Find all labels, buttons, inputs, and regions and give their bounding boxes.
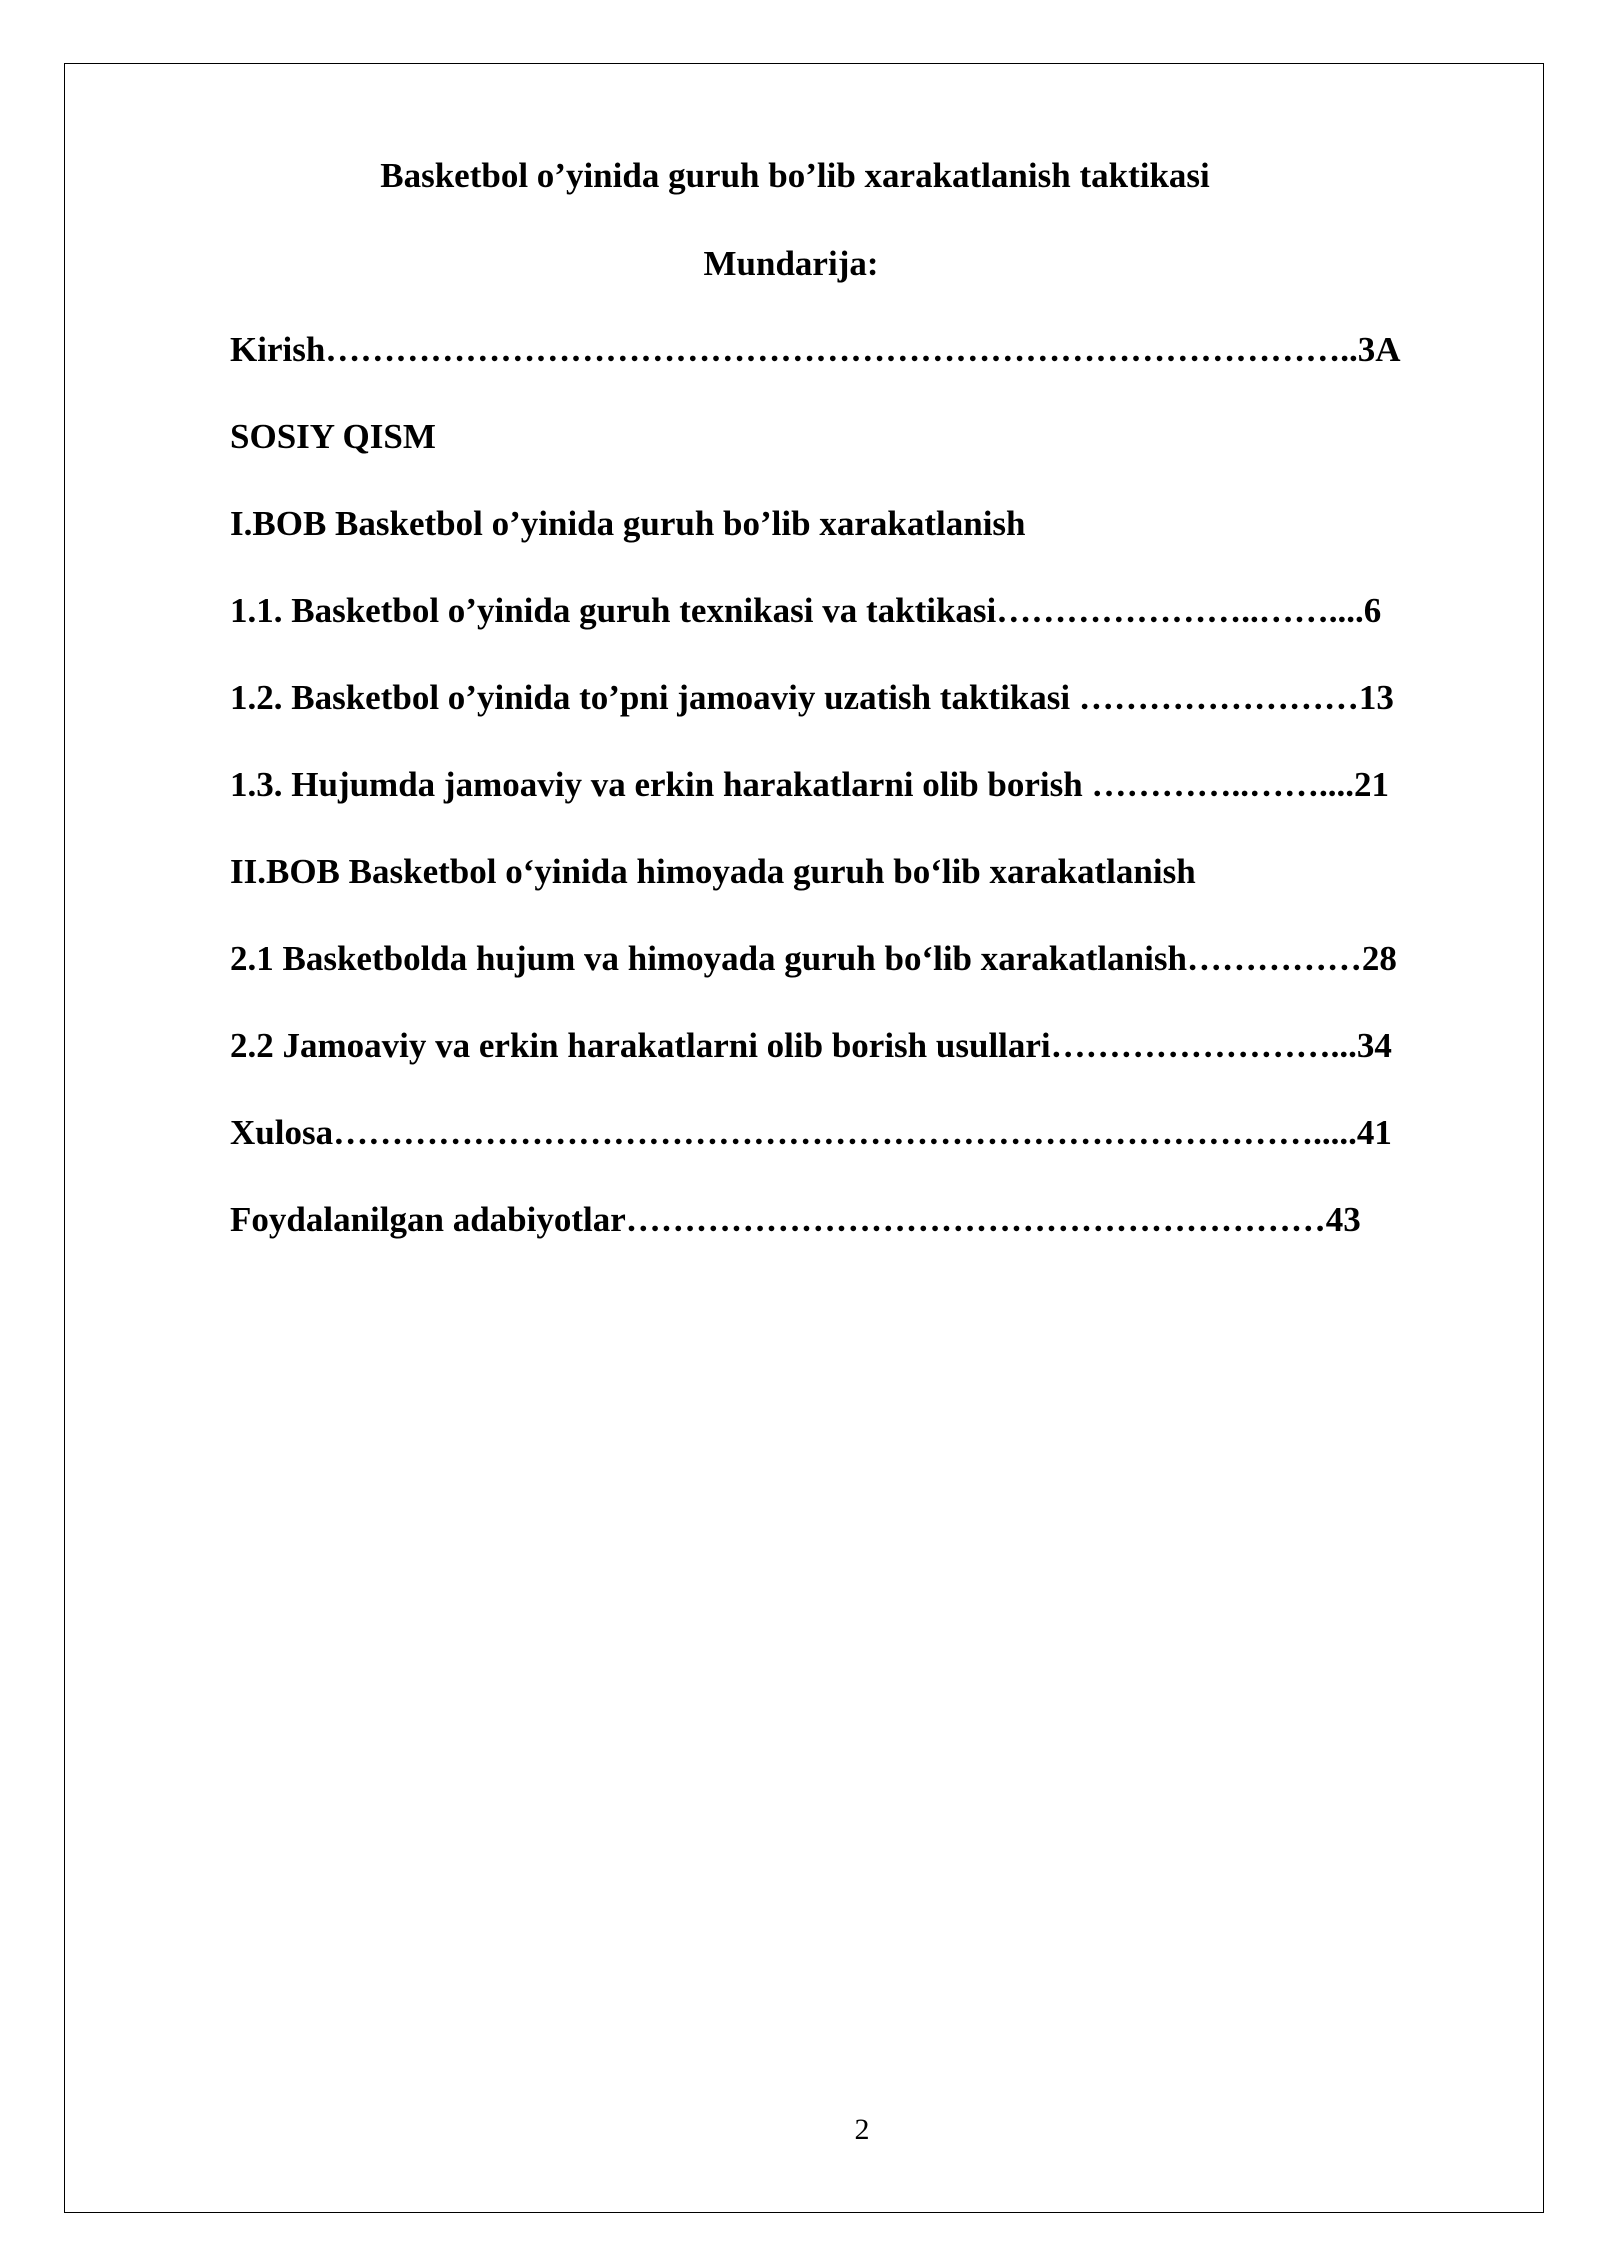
toc-item-xulosa: Xulosa………………………………………………………………………….....41 [230, 1113, 1392, 1152]
toc-heading: Mundarija: [703, 244, 879, 283]
toc-item-sosiy-qism: SOSIY QISM [230, 417, 436, 456]
toc-item-section-2-1: 2.1 Basketbolda hujum va himoyada guruh bo‘lib xarakatlanish……………28 [230, 939, 1397, 978]
toc-item-kirish: Kirish……………………………………………………………………………..3A [230, 330, 1401, 369]
document-title: Basketbol o’yinida guruh bo’lib xarakatlanish taktikasi [380, 156, 1210, 195]
page-number: 2 [854, 2113, 870, 2146]
toc-item-chapter-1: I.BOB Basketbol o’yinida guruh bo’lib xarakatlanish [230, 504, 1026, 543]
toc-item-section-1-2: 1.2. Basketbol o’yinida to’pni jamoaviy uzatish taktikasi ……………………13 [230, 678, 1394, 717]
toc-item-section-1-3: 1.3. Hujumda jamoaviy va erkin harakatlarni olib borish …………..……....21 [230, 765, 1389, 804]
toc-item-adabiyotlar: Foydalanilgan adabiyotlar……………………………………………………43 [230, 1200, 1361, 1239]
toc-item-chapter-2: II.BOB Basketbol o‘yinida himoyada guruh bo‘lib xarakatlanish [230, 852, 1196, 891]
toc-item-section-2-2: 2.2 Jamoaviy va erkin harakatlarni olib borish usullari……………………...34 [230, 1026, 1392, 1065]
toc-item-section-1-1: 1.1. Basketbol o’yinida guruh texnikasi va taktikasi…………………..……....6 [230, 591, 1382, 630]
